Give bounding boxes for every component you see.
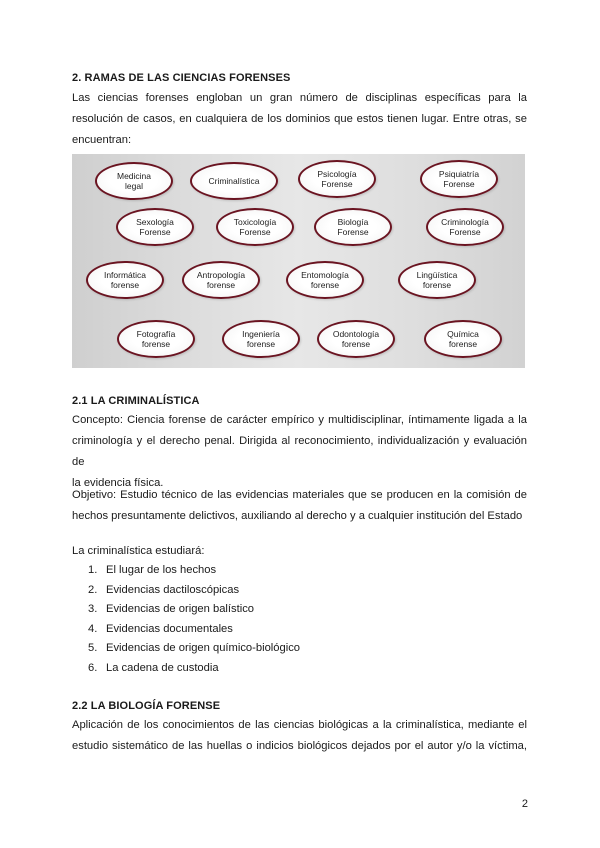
section-heading-criminalistica: 2.1 LA CRIMINALÍSTICA: [72, 395, 200, 407]
oval-psiquiatria-forense: Psiquiatría Forense: [420, 160, 498, 198]
objective-paragraph: [72, 485, 527, 527]
page-number: 2: [521, 798, 528, 810]
oval-informatica-forense: Informática forense: [86, 261, 164, 299]
forensic-branches-figure: [72, 154, 525, 368]
oval-linguistica-forense: Lingüística forense: [398, 261, 476, 299]
concept-line: la evidencia física.: [72, 477, 164, 489]
intro-line: resolución de casos, en cualquiera de los dominios que estos tienen lugar. Entre otras, se: [72, 113, 527, 125]
oval-medicina-legal: Medicina legal: [95, 162, 173, 200]
list-item: 1. El lugar de los hechos: [88, 564, 217, 576]
oval-odontologia-forense: Odontología forense: [317, 320, 395, 358]
list-item: 3. Evidencias de origen balístico: [88, 603, 255, 615]
objective-line: hechos presuntamente delictivos, auxiliando al derecho y a cualquier institución del Estado: [72, 510, 523, 522]
oval-sexologia-forense: Sexología Forense: [116, 208, 194, 246]
section-heading-ramas: 2. RAMAS DE LAS CIENCIAS FORENSES: [72, 72, 291, 84]
list-item: 5. Evidencias de origen químico-biológico: [88, 642, 301, 654]
list-intro: La criminalística estudiará:: [72, 545, 205, 557]
section-heading-biologia: 2.2 LA BIOLOGÍA FORENSE: [72, 700, 221, 712]
oval-entomologia-forense: Entomología forense: [286, 261, 364, 299]
oval-quimica-forense: Química forense: [424, 320, 502, 358]
list-item: 2. Evidencias dactiloscópicas: [88, 583, 240, 596]
biologia-paragraph: [72, 715, 527, 757]
criminalistica-list: [86, 561, 300, 678]
intro-line: encuentran:: [72, 134, 132, 146]
oval-criminologia-forense: Criminología Forense: [426, 208, 504, 246]
intro-paragraph: [72, 88, 527, 151]
objective-line: Objetivo: Estudio técnico de las evidencias materiales que se producen en la comisión de: [72, 489, 527, 501]
oval-biologia-forense: Biología Forense: [314, 208, 392, 246]
list-item: 6. La cadena de custodia: [88, 661, 219, 674]
concept-line: Concepto: Ciencia forense de carácter empírico y multidisciplinar, íntimamente ligada a la: [72, 414, 527, 426]
oval-criminalistica: Criminalística: [190, 162, 278, 200]
biologia-line: Aplicación de los conocimientos de las ciencias biológicas a la criminalística, mediante el: [72, 719, 527, 731]
intro-line: Las ciencias forenses engloban un gran número de disciplinas específicas para la: [72, 92, 527, 104]
biologia-line: estudio sistemático de las huellas o indicios biológicos dejados por el autor y/o la víctima,: [72, 740, 527, 752]
oval-toxicologia-forense: Toxicología Forense: [216, 208, 294, 246]
oval-ingenieria-forense: Ingeniería forense: [222, 320, 300, 358]
concept-paragraph: [72, 410, 527, 494]
oval-psicologia-forense: Psicología Forense: [298, 160, 376, 198]
concept-line: criminología y el derecho penal. Dirigida al reconocimiento, individualización y evaluación de: [72, 435, 527, 468]
oval-fotografia-forense: Fotografía forense: [117, 320, 195, 358]
oval-antropologia-forense: Antropología forense: [182, 261, 260, 299]
list-item: 4. Evidencias documentales: [88, 622, 233, 635]
